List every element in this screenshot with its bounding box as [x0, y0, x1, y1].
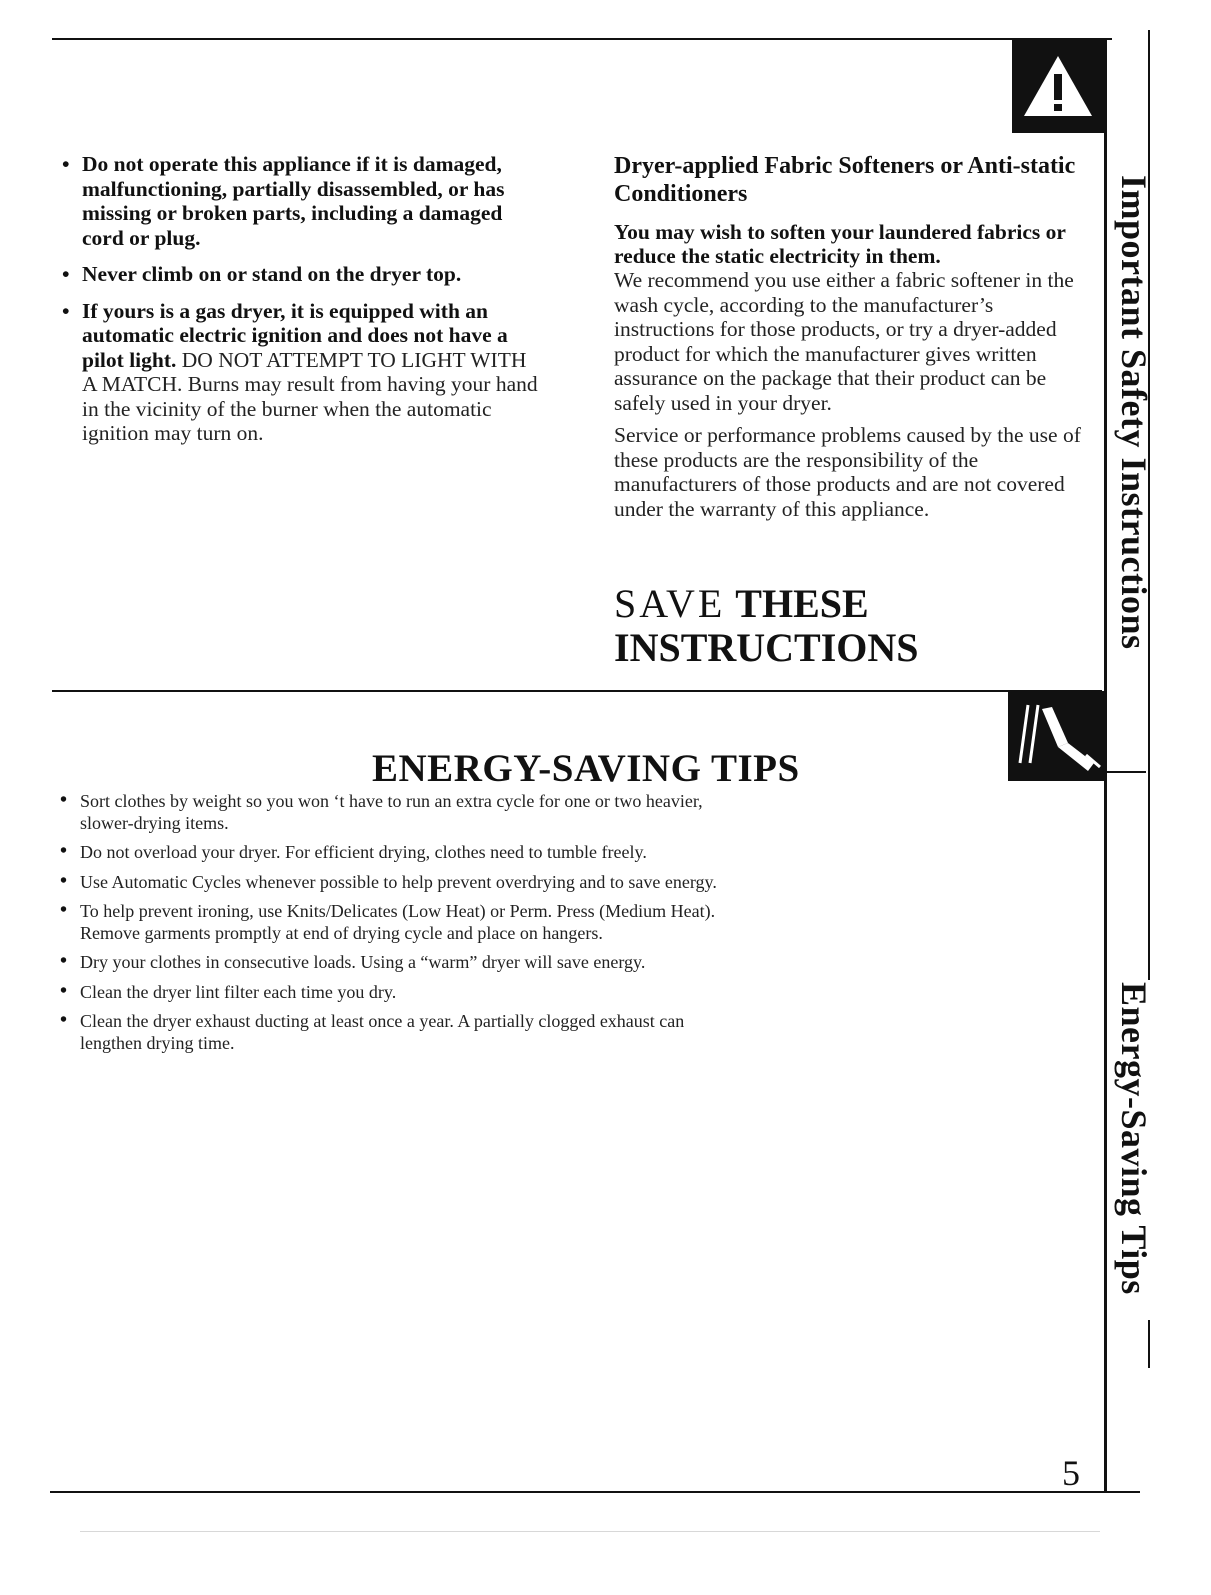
softeners-paragraph-2: Service or performance problems caused by the use of these products are the responsibility of the manufacturers of those products and are not covered under the warranty of this appliance.	[614, 423, 1081, 521]
faint-rule	[80, 1531, 1100, 1532]
bullet-dot: •	[60, 789, 68, 811]
right-thin-line-lower	[1148, 1320, 1150, 1368]
energy-tip	[60, 842, 740, 864]
energy-tip	[60, 979, 740, 1004]
safety-bullets	[62, 152, 542, 458]
energy-tip	[60, 1011, 740, 1054]
warning-triangle-icon	[1020, 52, 1096, 122]
section-divider	[52, 690, 1102, 692]
softeners-lead: You may wish to soften your laundered fabrics or reduce the static electricity in them.	[614, 220, 1066, 268]
energy-tip-text: To help prevent ironing, use Knits/Delicates (Low Heat) or Perm. Press (Medium Heat). Remove garments promptly at end of drying cycle and place on hangers.	[80, 901, 716, 943]
tab-important-safety: Important Safety Instructions	[1114, 175, 1154, 650]
energy-tip	[60, 952, 740, 974]
energy-tip-text: Clean the dryer lint filter each time you dry.	[80, 981, 397, 1002]
energy-tip	[60, 869, 740, 894]
energy-hand-icon	[1008, 691, 1104, 781]
energy-title: ENERGY-SAVING TIPS	[372, 747, 800, 791]
bullet-dot: •	[60, 979, 68, 1002]
bullet-dot: •	[62, 152, 70, 176]
bullet-dot: •	[60, 950, 68, 972]
safety-bullet	[62, 299, 542, 446]
safety-bullet	[62, 262, 542, 287]
tab-energy-saving: Energy-Saving Tips	[1114, 982, 1154, 1295]
bullet-dot: •	[60, 840, 68, 862]
softeners-paragraph-1: We recommend you use either a fabric softener in the wash cycle, according to the manufacturer’s instructions for those products, or try a dryer-added product for which the manufacturer gives written assurance on the package that their product can be safely used in your dryer.	[614, 268, 1074, 415]
safety-bullet-bold: Do not operate this appliance if it is damaged, malfunctioning, partially disassembled, or has missing or broken parts, including a damaged cord or plug.	[82, 152, 505, 250]
safety-bullet-text: DO NOT ATTEMPT TO LIGHT WITH A MATCH. Burns may result from having your hand in the vicinity of the burner when the automatic ignition may turn on.	[82, 347, 538, 445]
safety-bullet-bold: Never climb on or stand on the dryer top.	[82, 262, 462, 286]
energy-tip	[60, 901, 740, 944]
energy-tip-text: Clean the dryer exhaust ducting at least once a year. A partially clogged exhaust can lengthen drying time.	[80, 1011, 685, 1053]
energy-tip-text: Use Automatic Cycles whenever possible to help prevent overdrying and to save energy.	[80, 871, 717, 892]
softeners-section	[614, 152, 1084, 529]
footer-tick	[1104, 1491, 1140, 1493]
save-word: SAVE	[614, 581, 726, 626]
these-word: THESE	[735, 581, 869, 626]
energy-tip-text: Sort clothes by weight so you won ‘t have to run an extra cycle for one or two heavier, slower-drying items.	[80, 791, 703, 833]
energy-tips-list	[60, 791, 740, 1062]
save-instructions	[614, 582, 919, 670]
bullet-dot: •	[60, 899, 68, 921]
safety-bullet	[62, 152, 542, 250]
energy-tip-text: Do not overload your dryer. For efficient drying, clothes need to tumble freely.	[80, 842, 647, 862]
bullet-dot: •	[60, 869, 68, 892]
page-number: 5	[1062, 1453, 1080, 1493]
energy-tip	[60, 791, 740, 834]
bullet-dot: •	[62, 298, 70, 323]
instructions-word: INSTRUCTIONS	[614, 625, 919, 670]
softeners-heading: Dryer-applied Fabric Softeners or Anti-static Conditioners	[614, 153, 1076, 207]
energy-block	[1008, 691, 1104, 781]
bullet-dot: •	[62, 262, 70, 286]
energy-tip-text: Dry your clothes in consecutive loads. Using a “warm” dryer will save energy.	[80, 952, 646, 972]
top-rule	[52, 38, 1112, 40]
right-margin-bar	[1104, 38, 1107, 1493]
safety-bullet-bold: If yours is a gas dryer, it is equipped with an automatic electric ignition and does not have a pilot light.	[82, 298, 508, 372]
bullet-dot: •	[60, 1009, 68, 1031]
bottom-rule	[50, 1491, 1140, 1493]
tab-tick	[1104, 771, 1146, 773]
